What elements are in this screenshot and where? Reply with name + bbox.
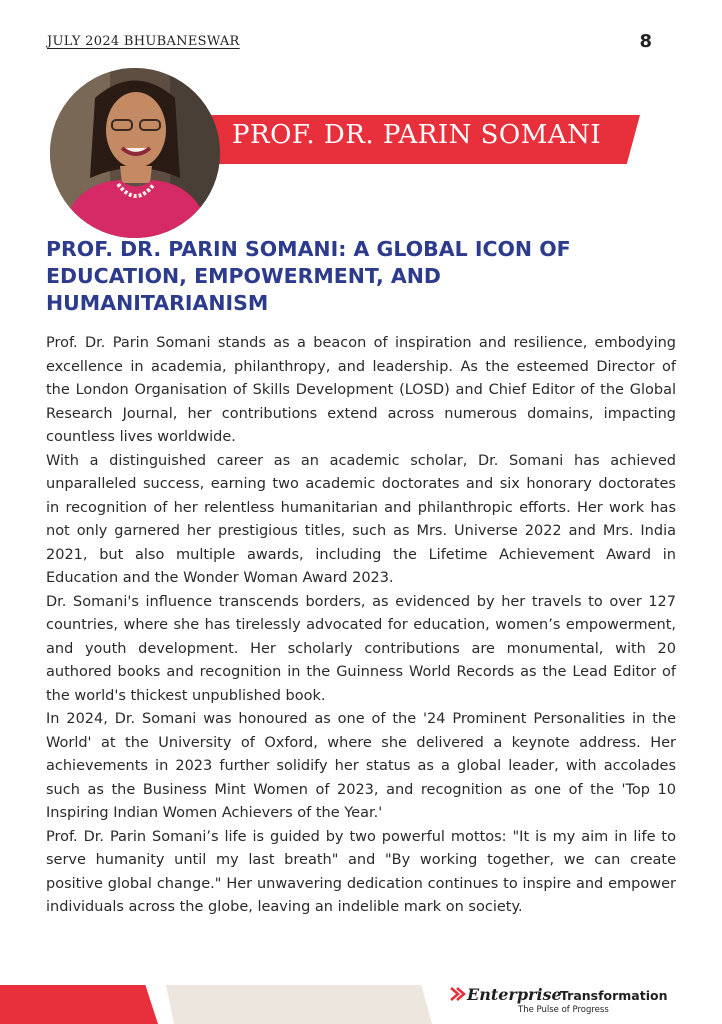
- article-paragraph: Prof. Dr. Parin Somani stands as a beacon of inspiration and resilience, embodying excellence in academia, philanthropy, and leadership. As the esteemed Director of the London Organisation of Skills Development (LOSD) and Chief Editor of the Global Research Journal, her contributions extend across numerous domains, impacting countless lives worldwide.: [46, 335, 676, 445]
- issue-date-location: JULY 2024 BHUBANESWAR: [47, 34, 240, 49]
- brand-name: Enterprise: [467, 985, 562, 1004]
- article-body: [46, 332, 676, 920]
- name-banner-text: PROF. DR. PARIN SOMANI: [232, 120, 602, 150]
- footer-red-stripe: [0, 985, 158, 1024]
- double-chevron-logo-icon: [450, 986, 466, 1002]
- page-number: 8: [639, 31, 652, 52]
- article-paragraph: With a distinguished career as an academic scholar, Dr. Somani has achieved unparalleled success, earning two academic doctorates and six honorary doctorates in recognition of her relentless humanitarian and philanthropic efforts. Her work has not only garnered her prestigious titles, such as Mrs. Universe 2022 and Mrs. India 2021, but also multiple awards, including the Lifetime Achievement Award in Education and the Wonder Woman Award 2023.: [46, 452, 676, 586]
- brand-tagline: The Pulse of Progress: [518, 1005, 609, 1015]
- article-paragraph: Dr. Somani's influence transcends borders, as evidenced by her travels to over 127 countries, where she has tirelessly advocated for education, women’s empowerment, and youth development. Her scholarly contributions are monumental, with 20 authored books and recognition in the Guinness World Records as the Lead Editor of the world's thickest unpublished book.: [46, 593, 676, 704]
- footer-beige-stripe: [166, 985, 432, 1024]
- brand-logo-block: [450, 985, 680, 1015]
- article-headline: PROF. DR. PARIN SOMANI: A GLOBAL ICON OF EDUCATION, EMPOWERMENT, AND HUMANITARIANISM: [46, 237, 571, 315]
- portrait-photo: [50, 68, 220, 238]
- article-paragraph: Prof. Dr. Parin Somani’s life is guided by two powerful mottos: "It is my aim in life to serve humanity until my last breath" and "By working together, we can create positive global change." Her unwavering dedication continues to inspire and empower individuals across the globe, leaving an indelible mark on society.: [46, 828, 676, 915]
- brand-name-secondary: Transformation: [560, 988, 668, 1003]
- article-paragraph: In 2024, Dr. Somani was honoured as one of the '24 Prominent Personalities in the World' at the University of Oxford, where she delivered a keynote address. Her achievements in 2023 further solidify her status as a global leader, with accolades such as the Business Mint Women of 2023, and recognition as one of the 'Top 10 Inspiring Indian Women Achievers of the Year.': [46, 711, 676, 821]
- portrait-illustration: [50, 68, 220, 238]
